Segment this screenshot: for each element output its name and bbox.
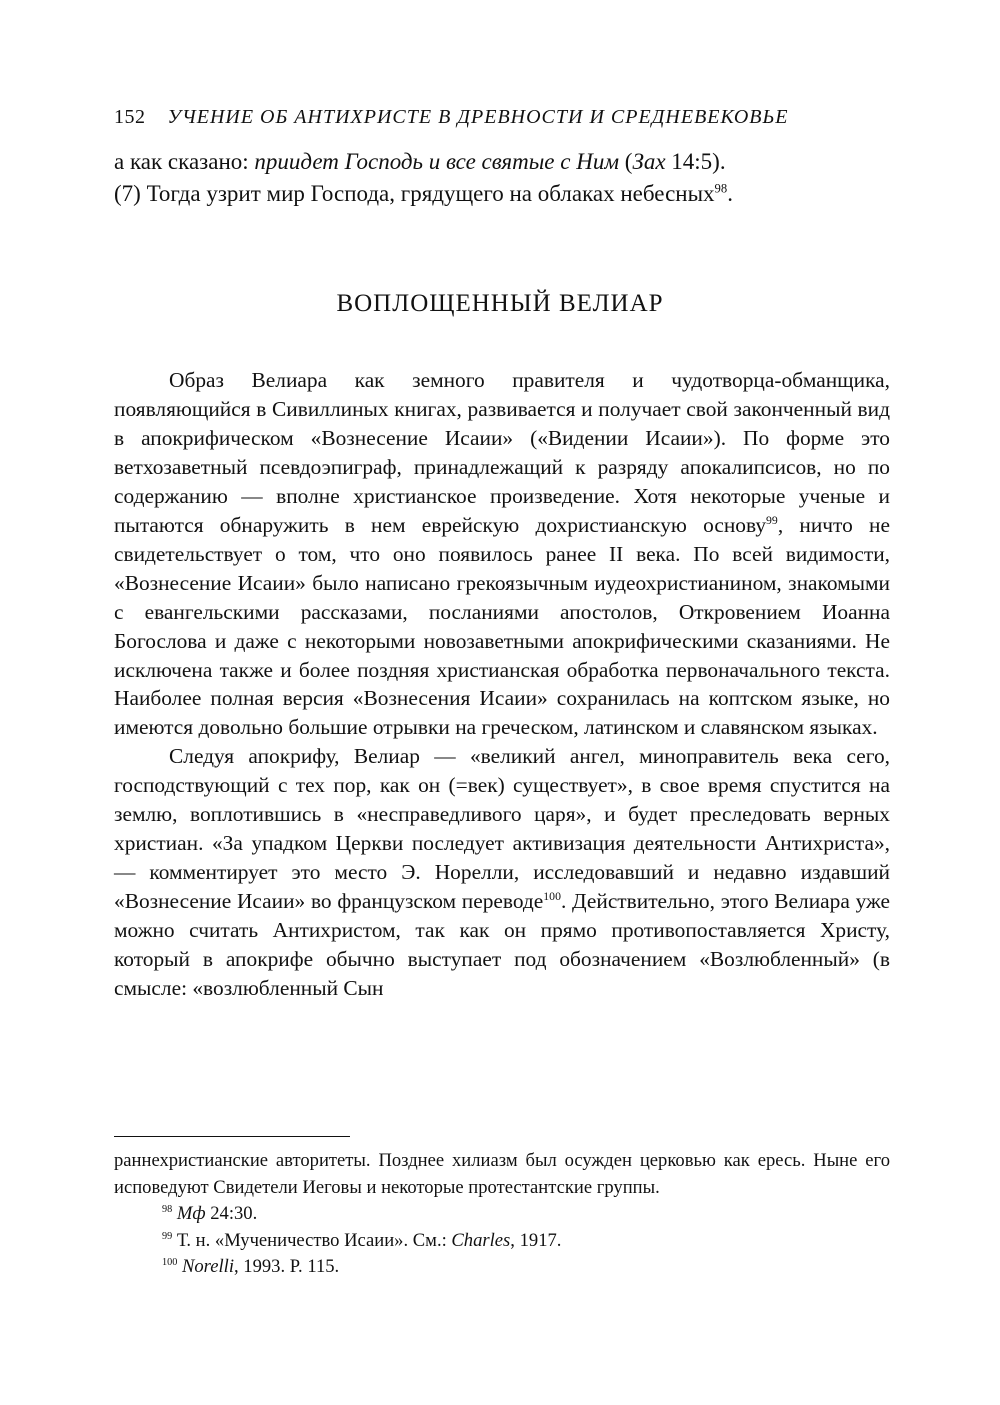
footnote-99: $^{99}$ Т. н. «Мученичество Исаии». См.: Charles, 1917. — [162, 1229, 562, 1251]
footnote-ref-99: 99 — [766, 513, 778, 527]
scripture-ref: Зах — [632, 149, 666, 174]
paragraph-2: Следуя апокрифу, Велиар — «великий ангел, миноправитель века сего, господствующий с тех пор, как он (=век) существует», в свое время спустится на землю, воплотившись в «несправедливого царя», и будет преследовать верных христиан. «За упадком Церкви последует активизация деятельности Антихриста», — комментирует это место Э. Норелли, исследовавший и недавно издавший «Вознесение Исаии» во французском переводе$^{100}$. Действительно, этого Велиара уже можно считать Антихристом, так как он прямо противопоставляется Христу, который в апокрифе обычно выступает под обозначением «Возлюбленный» (в смысле: «возлюбленный Сын — [114, 744, 890, 1001]
running-header — [114, 106, 789, 129]
footnotes — [114, 1148, 890, 1281]
paragraph-1: Образ Велиара как земного правителя и чудотворца-обманщика, появляющийся в Сивиллиных книгах, развивается и получает свой законченный вид в апокрифическом «Вознесение Исаии» («Видении Исаии»). По форме это ветхозаветный псевдоэпиграф, принадлежащий к разряду апокалипсисов, но по содержанию — вполне христианское произведение. Хотя некоторые ученые и пытаются обнаружить в нем еврейскую дохристианскую основу$^{99}$, ничто не свидетельствует о том, что оно появилось ранее II века. По всей видимости, «Вознесение Исаии» было написано грекоязычным иудеохристианином, знакомыми с евангельскими рассказами, посланиями апостолов, Откровением Иоанна Богослова и даже с некоторыми новозаветными апокрифическими сказаниями. Не исключена также и более поздняя христианская обработка первоначального текста. Наиболее полная версия «Вознесения Исаии» сохранилась на коптском языке, но имеются довольно большие отрывки на греческом, латинском и славянском языках. — [114, 368, 890, 740]
footnote-100: $^{100}$ Norelli, 1993. P. 115. — [162, 1256, 340, 1277]
footnote-carryover: раннехристианские авторитеты. Позднее хилиазм был осужден церковью как ересь. Ныне его исповедуют Свидетели Иеговы и некоторые протестантские группы. — [114, 1150, 890, 1198]
section-title: ВОПЛОЩЕННЫЙ ВЕЛИАР — [336, 290, 664, 317]
quote-italic: приидет Господь и все святые с Ним — [254, 149, 620, 174]
footnote-98: $^{98}$ Мф 24:30. — [162, 1203, 258, 1224]
continuation-line-1: а как сказано: приидет Господь и все святые с Ним (Зах 14:5). — [114, 149, 726, 174]
page-number: 152 — [114, 106, 146, 128]
footnote-ref-98: 98 — [714, 181, 728, 196]
running-title: УЧЕНИЕ ОБ АНТИХРИСТЕ В ДРЕВНОСТИ И СРЕДНЕВЕКОВЬЕ — [167, 106, 789, 128]
continuation-line-2: (7) Тогда узрит мир Господа, грядущего на облаках небесных$^{98}$. — [114, 181, 733, 206]
footnote-ref-100: 100 — [543, 890, 561, 904]
body-text — [114, 366, 890, 1003]
footnote-divider — [114, 1136, 350, 1137]
